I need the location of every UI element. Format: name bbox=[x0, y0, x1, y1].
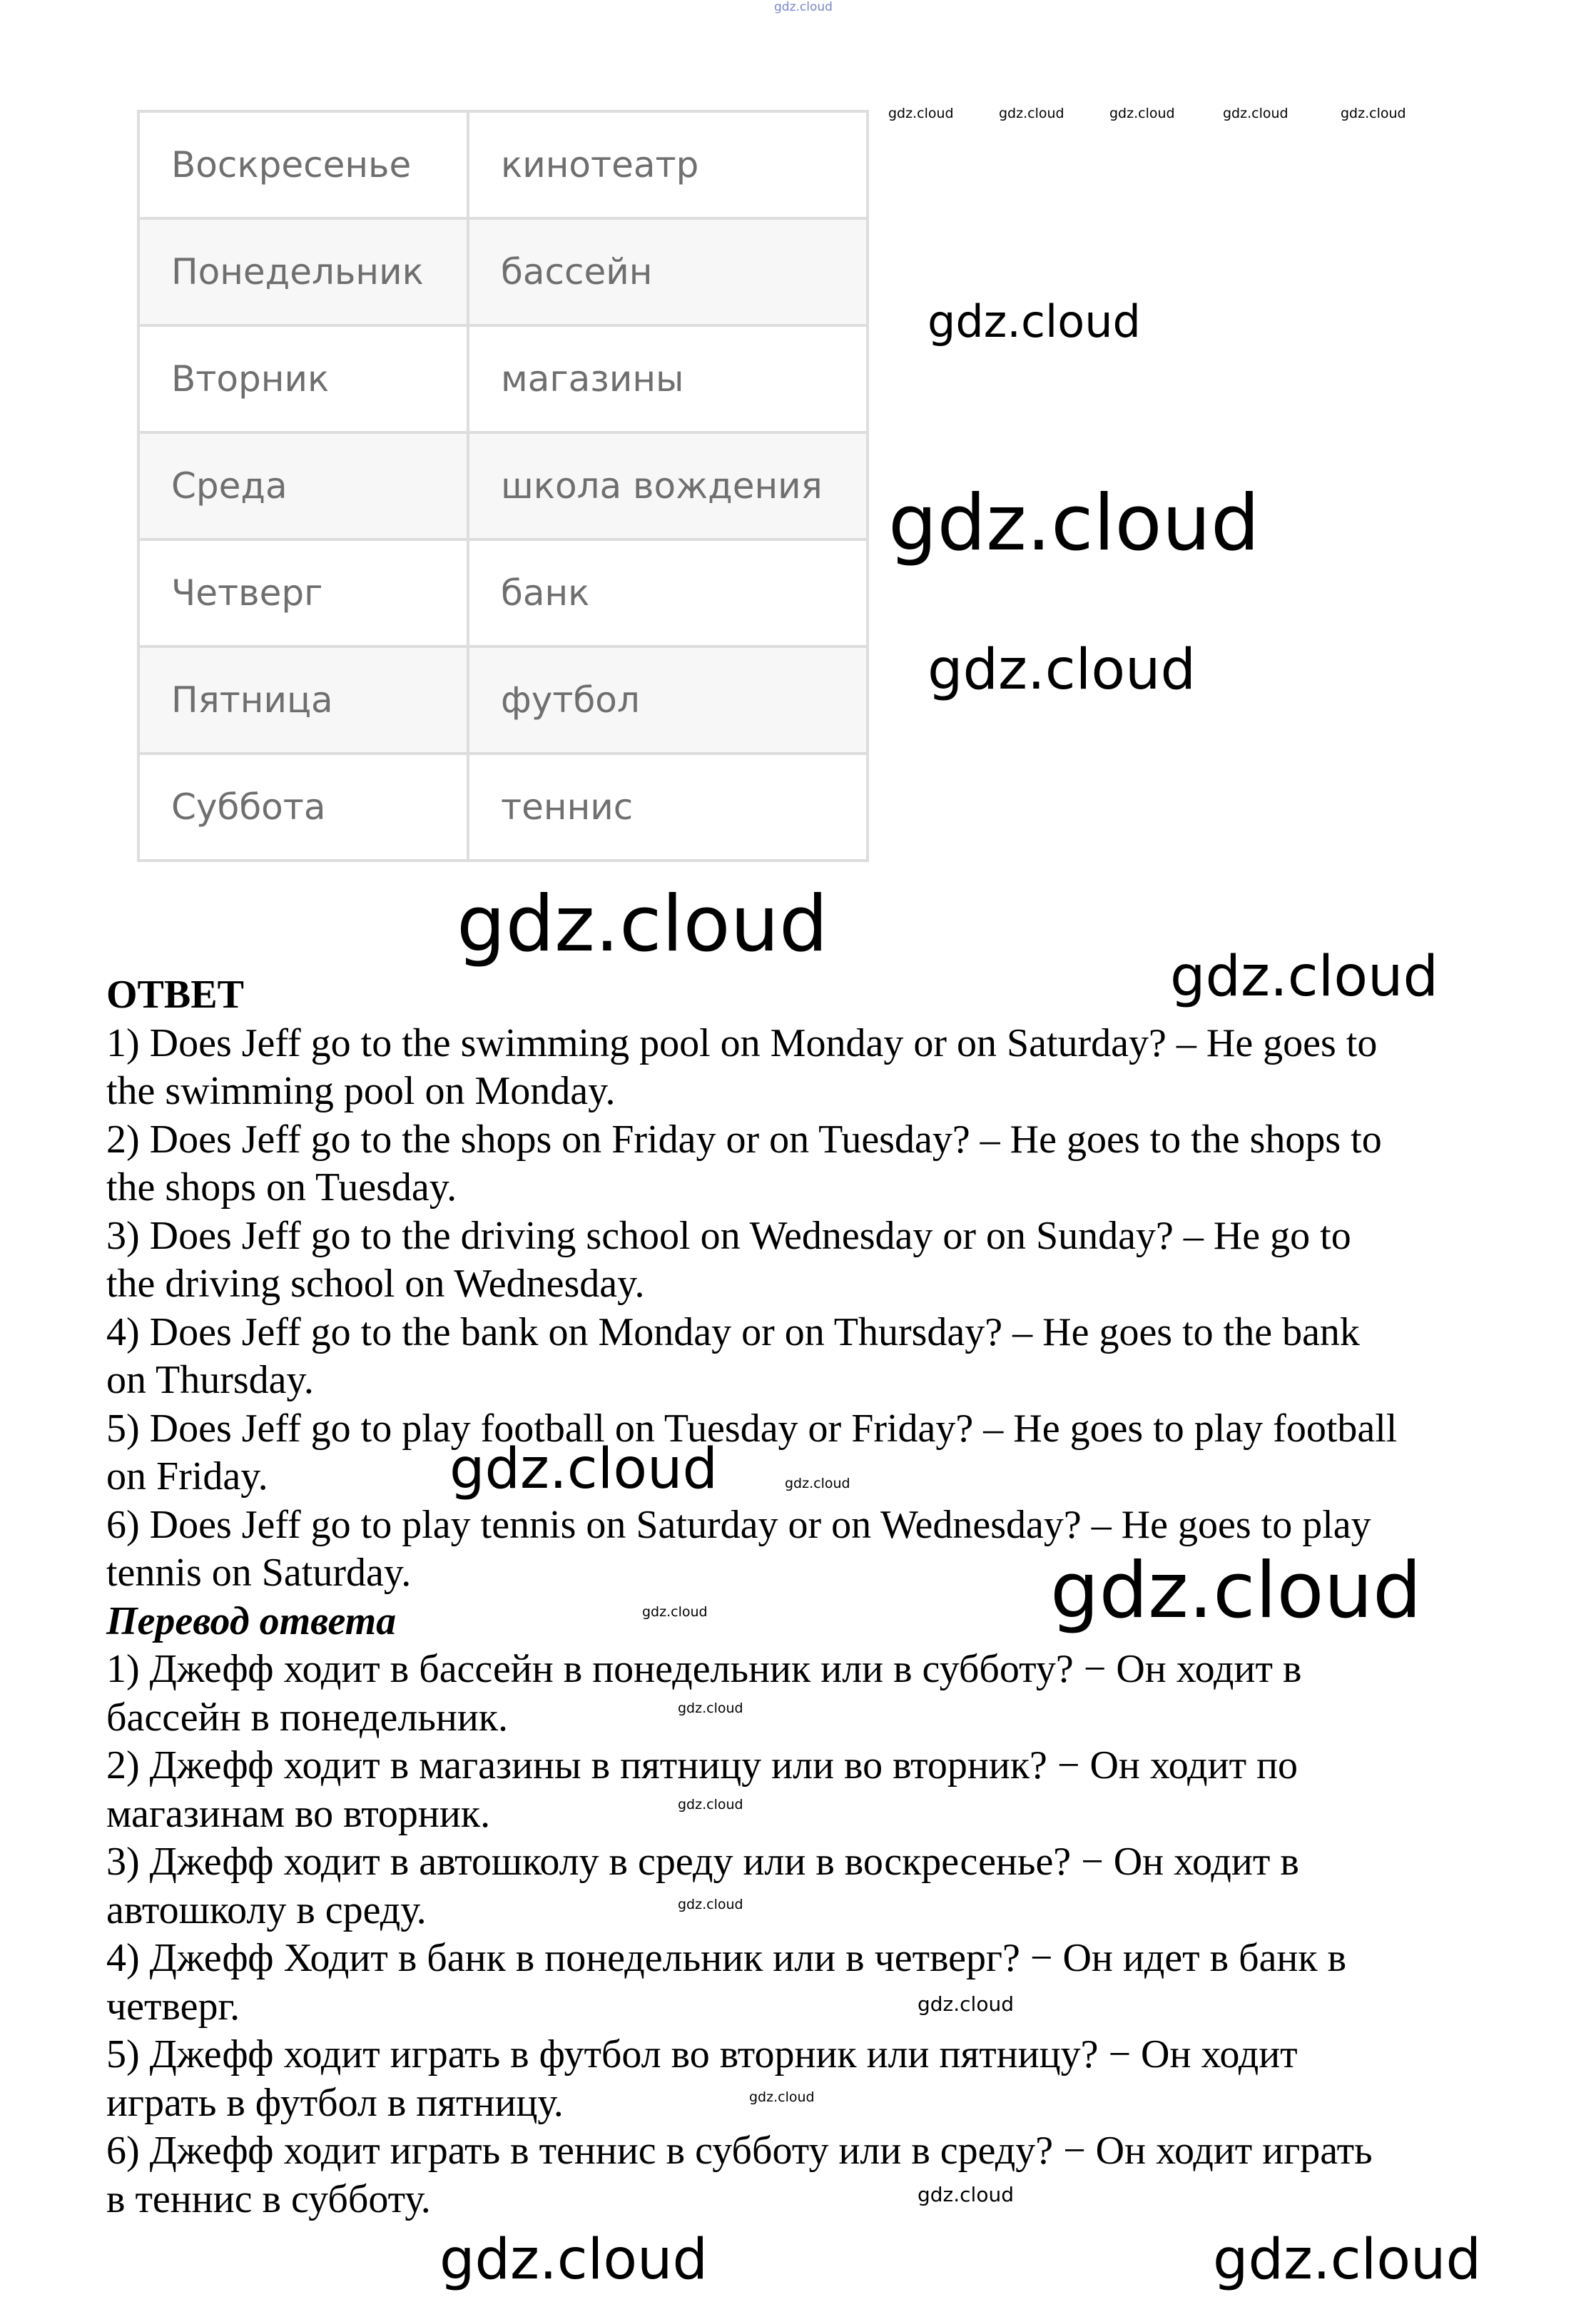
translation-item-line: бассейн в понедельник. bbox=[106, 1695, 509, 1740]
translation-item-line: автошколу в среду. bbox=[106, 1887, 427, 1932]
table-row bbox=[138, 111, 868, 218]
answer-item-line: 4) Does Jeff go to the bank on Monday or on Thursday? – He goes to the bank bbox=[106, 1309, 1360, 1354]
table-row bbox=[138, 432, 868, 539]
translation-item-line: 5) Джефф ходит играть в футбол во вторник или пятницу? − Он ходит bbox=[106, 2032, 1298, 2077]
translation-item-line: 4) Джефф Ходит в банк в понедельник или в четверг? − Он идет в банк в bbox=[106, 1936, 1347, 1980]
answer-item-line: 5) Does Jeff go to play football on Tuesday or Friday? – He goes to play football bbox=[106, 1406, 1398, 1451]
answer-item-line: the swimming pool on Monday. bbox=[106, 1069, 616, 1113]
answer-item-line: the shops on Tuesday. bbox=[106, 1165, 457, 1210]
translation-list bbox=[106, 1646, 1533, 2224]
day-cell: Вторник bbox=[138, 325, 468, 432]
translation-item-line: 3) Джефф ходит в автошколу в среду или в воскресенье? − Он ходит в bbox=[106, 1840, 1299, 1884]
watermark: gdz.cloud bbox=[1050, 1546, 1422, 1636]
translation-item-line: магазинам во вторник. bbox=[106, 1791, 491, 1836]
watermark: gdz.cloud bbox=[1109, 106, 1175, 121]
day-cell: Воскресенье bbox=[138, 111, 468, 218]
watermark: gdz.cloud bbox=[927, 638, 1196, 702]
watermark: gdz.cloud bbox=[678, 1897, 743, 1912]
translation-item-line: в теннис в субботу. bbox=[106, 2176, 431, 2221]
translation-item-line: играть в футбол в пятницу. bbox=[106, 2080, 564, 2125]
day-cell: Понедельник bbox=[138, 218, 468, 325]
day-cell: Среда bbox=[138, 432, 468, 539]
answer-item-line: 2) Does Jeff go to the shops on Friday or on Tuesday? – He goes to the shops to bbox=[106, 1117, 1382, 1162]
day-cell: Пятница bbox=[138, 647, 468, 754]
watermark: gdz.cloud bbox=[1170, 945, 1438, 1009]
watermark: gdz.cloud bbox=[785, 1476, 850, 1491]
translation-heading: Перевод ответа bbox=[106, 1598, 397, 1643]
watermark: gdz.cloud bbox=[678, 1700, 743, 1716]
watermark: gdz.cloud bbox=[918, 2183, 1014, 2206]
place-cell: футбол bbox=[468, 647, 868, 754]
watermark: gdz.cloud bbox=[749, 2089, 815, 2105]
watermark: gdz.cloud bbox=[449, 1437, 718, 1501]
watermark: gdz.cloud bbox=[678, 1797, 743, 1812]
place-cell: магазины bbox=[468, 325, 868, 432]
translation-item-line: 1) Джефф ходит в бассейн в понедельник или в субботу? − Он ходит в bbox=[106, 1647, 1302, 1691]
place-cell: теннис bbox=[468, 754, 868, 861]
watermark: gdz.cloud bbox=[774, 0, 833, 14]
watermark: gdz.cloud bbox=[888, 106, 954, 121]
answer-item-line: on Friday. bbox=[106, 1454, 268, 1499]
answer-item-line: tennis on Saturday. bbox=[106, 1551, 412, 1595]
table-row bbox=[138, 218, 868, 325]
place-cell: банк bbox=[468, 539, 868, 647]
answer-item-line: 1) Does Jeff go to the swimming pool on Monday or on Saturday? – He goes to bbox=[106, 1020, 1378, 1065]
watermark: gdz.cloud bbox=[642, 1604, 708, 1620]
answer-list bbox=[106, 1020, 1533, 1598]
place-cell: кинотеатр bbox=[468, 111, 868, 218]
table-row bbox=[138, 647, 868, 754]
schedule-table bbox=[137, 110, 869, 862]
watermark: gdz.cloud bbox=[999, 106, 1064, 121]
day-cell: Суббота bbox=[138, 754, 468, 861]
day-cell: Четверг bbox=[138, 539, 468, 647]
answer-heading: ОТВЕТ bbox=[106, 973, 244, 1017]
watermark: gdz.cloud bbox=[918, 1992, 1014, 2016]
answer-item-line: 6) Does Jeff go to play tennis on Saturday or on Wednesday? – He goes to play bbox=[106, 1502, 1371, 1547]
table-row bbox=[138, 539, 868, 647]
table-row bbox=[138, 754, 868, 861]
watermark: gdz.cloud bbox=[439, 2228, 708, 2292]
watermark: gdz.cloud bbox=[1213, 2228, 1481, 2292]
watermark: gdz.cloud bbox=[1223, 106, 1289, 121]
answer-item-line: the driving school on Wednesday. bbox=[106, 1262, 645, 1306]
translation-item-line: 2) Джефф ходит в магазины в пятницу или во вторник? − Он ходит по bbox=[106, 1743, 1298, 1788]
answer-item-line: on Thursday. bbox=[106, 1358, 314, 1402]
watermark: gdz.cloud bbox=[927, 295, 1141, 348]
translation-item-line: 6) Джефф ходит играть в теннис в субботу или в среду? − Он ходит играть bbox=[106, 2129, 1373, 2173]
watermark: gdz.cloud bbox=[1341, 106, 1406, 121]
place-cell: бассейн bbox=[468, 218, 868, 325]
table-row bbox=[138, 325, 868, 432]
translation-item-line: четверг. bbox=[106, 1984, 240, 2029]
watermark: gdz.cloud bbox=[457, 880, 828, 969]
place-cell: школа вождения bbox=[468, 432, 868, 539]
watermark: gdz.cloud bbox=[888, 479, 1260, 568]
answer-item-line: 3) Does Jeff go to the driving school on Wednesday or on Sunday? – He go to bbox=[106, 1213, 1351, 1258]
